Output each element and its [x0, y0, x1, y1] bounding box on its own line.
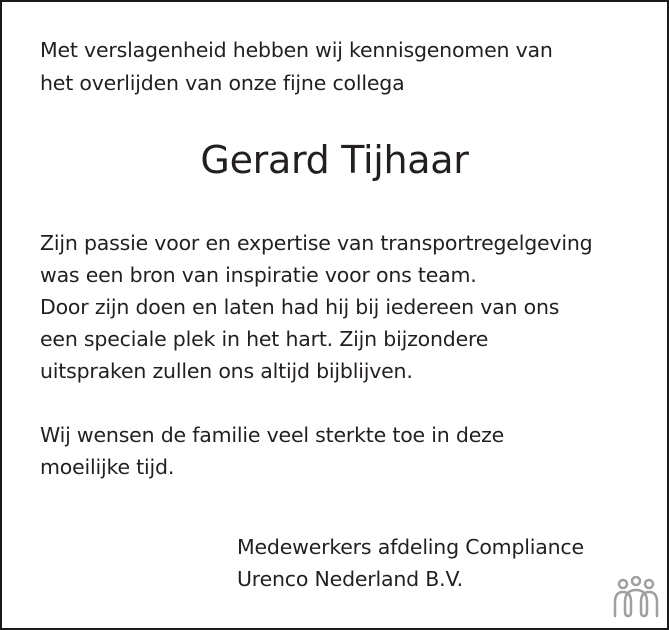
deceased-name: Gerard Tijhaar: [200, 138, 469, 182]
people-group-icon: [611, 576, 661, 618]
signature-line: Urenco Nederland B.V.: [237, 567, 463, 591]
body-line: uitspraken zullen ons altijd bijblijven.: [40, 359, 413, 383]
wish-line: moeilijke tijd.: [40, 455, 175, 479]
intro-line: Met verslagenheid hebben wij kennisgenomen van: [40, 38, 553, 62]
body-line: Zijn passie voor en expertise van transportregelgeving: [40, 231, 593, 255]
body-line: was een bron van inspiratie voor ons team.: [40, 263, 477, 287]
intro-line: het overlijden van onze fijne collega: [40, 71, 405, 95]
signature-line: Medewerkers afdeling Compliance: [237, 535, 584, 559]
body-line: een speciale plek in het hart. Zijn bijzondere: [40, 327, 489, 351]
wish-line: Wij wensen de familie veel sterkte toe in deze: [40, 423, 505, 447]
body-line: Door zijn doen en laten had hij bij iedereen van ons: [40, 295, 560, 319]
